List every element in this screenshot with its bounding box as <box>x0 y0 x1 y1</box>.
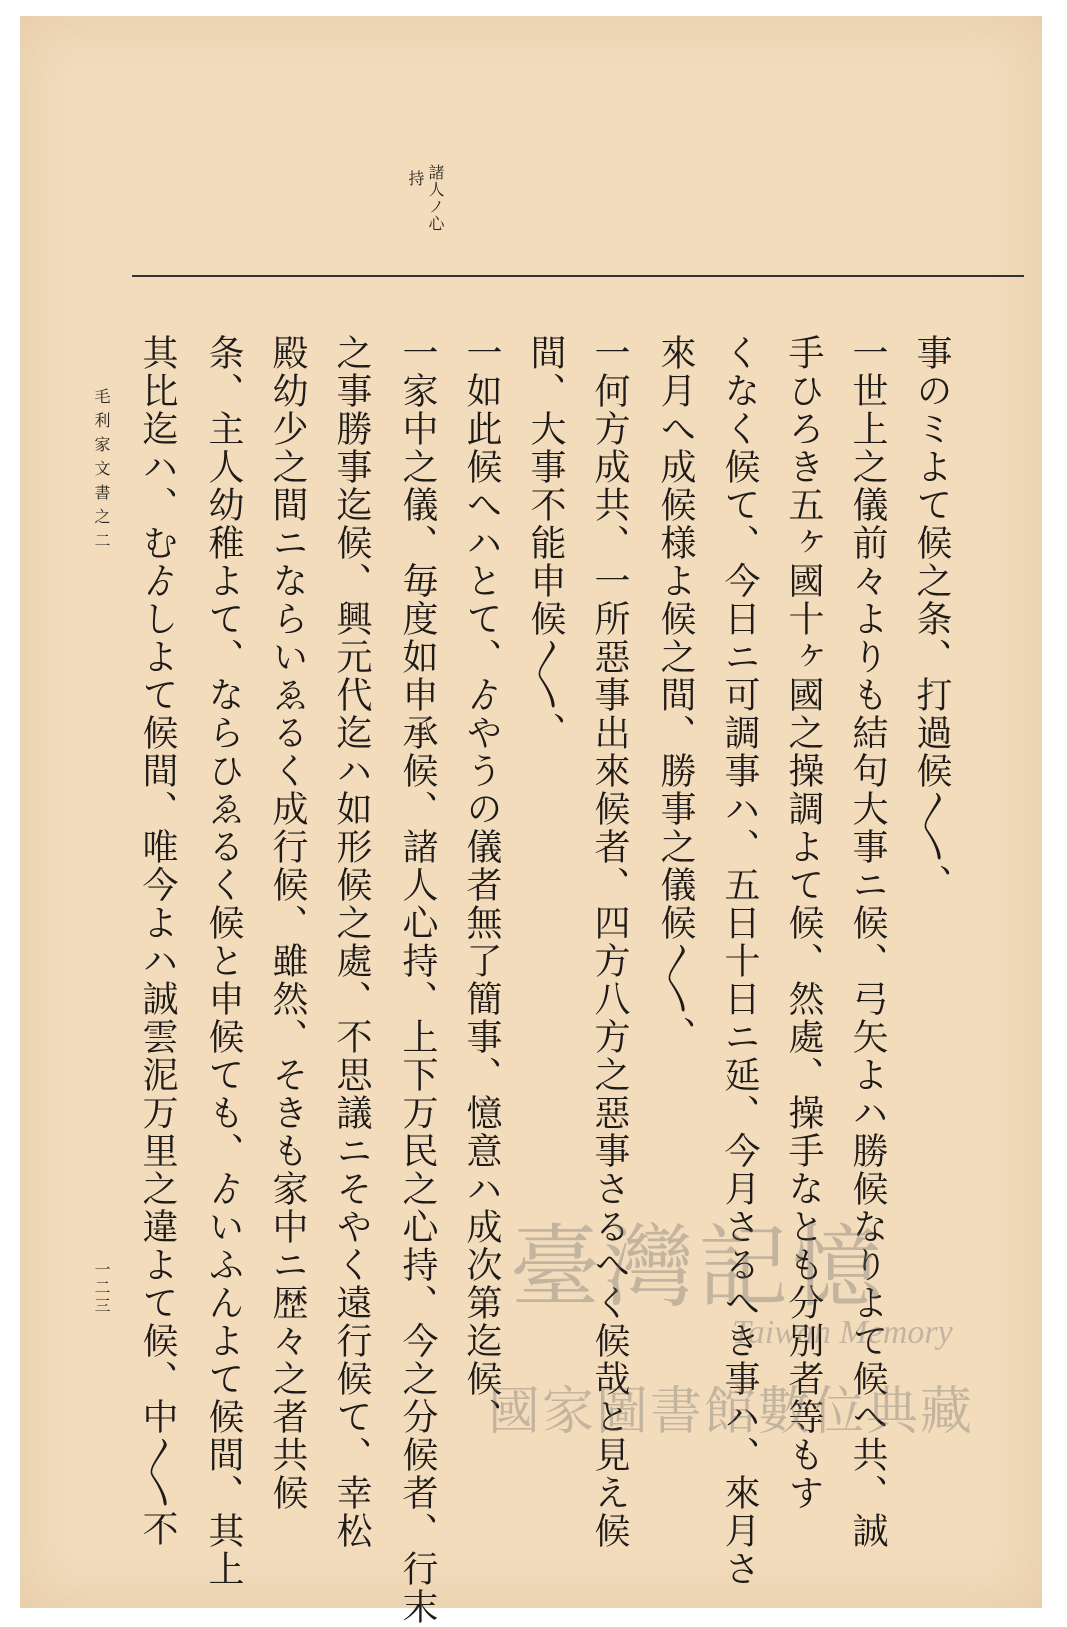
watermark-subtitle: Taiwan Memory <box>732 1314 953 1351</box>
page-number: 一二三 <box>92 1261 111 1315</box>
margin-note: 諸人ノ心 <box>426 164 445 232</box>
text-column: 一家中之儀、毎度如申承候、諸人心持、上下万民之心持、今之分候者、行末 <box>397 334 438 1626</box>
watermark-title: 臺灣記憶 <box>510 1215 886 1320</box>
text-column: 來月へ成候様よ候之間、勝事之儀候〳〵、 <box>655 334 696 1054</box>
text-column: 手ひろき五ヶ國十ヶ國之操調よて候、然處、操手なとも分別者等もす <box>783 334 824 1512</box>
text-column: くなく候て、今日ニ可調事ハ、五日十日ニ延、今月さるへき事ハ、來月さ <box>719 334 760 1588</box>
text-column: 其比迄ハ、むゟしよて候間、唯今よハ誠雲泥万里之違よて候、中〳〵不 <box>137 334 178 1548</box>
text-column: 間、大事不能申候〳〵、 <box>525 334 566 750</box>
document-page <box>20 16 1042 1626</box>
text-column: 一何方成共、一所惡事出來候者、四方八方之惡事さるへく候哉と見え候 <box>589 334 630 1550</box>
text-column: 之事勝事迄候、興元代迄ハ如形候之處、不思議ニそやく遠行候て、幸松 <box>331 334 372 1550</box>
watermark <box>480 1194 1030 1464</box>
text-column: 一如此候へハとて、ゟやうの儀者無了簡事、憶意ハ成次第迄候、 <box>461 334 502 1436</box>
header-rule <box>132 275 1024 277</box>
text-column: 殿幼少之間ニならいゑるく成行候、雖然、そきも家中ニ歴々之者共候 <box>267 334 308 1512</box>
text-column: 条、主人幼稚よて、ならひゑるく候と申候ても、ゟいふんよて候間、其上 <box>203 334 244 1588</box>
running-title: 毛利家文書之二 <box>92 388 111 556</box>
watermark-institution: 國家圖書館數位典藏 <box>488 1382 975 1442</box>
text-column: 事のミよて候之条、打過候〳〵、 <box>911 334 952 902</box>
text-column: 一世上之儀前々よりも結句大事ニ候、弓矢よハ勝候なりよて候へ共、誠 <box>847 334 888 1550</box>
margin-note-continued: 持 <box>406 170 425 187</box>
